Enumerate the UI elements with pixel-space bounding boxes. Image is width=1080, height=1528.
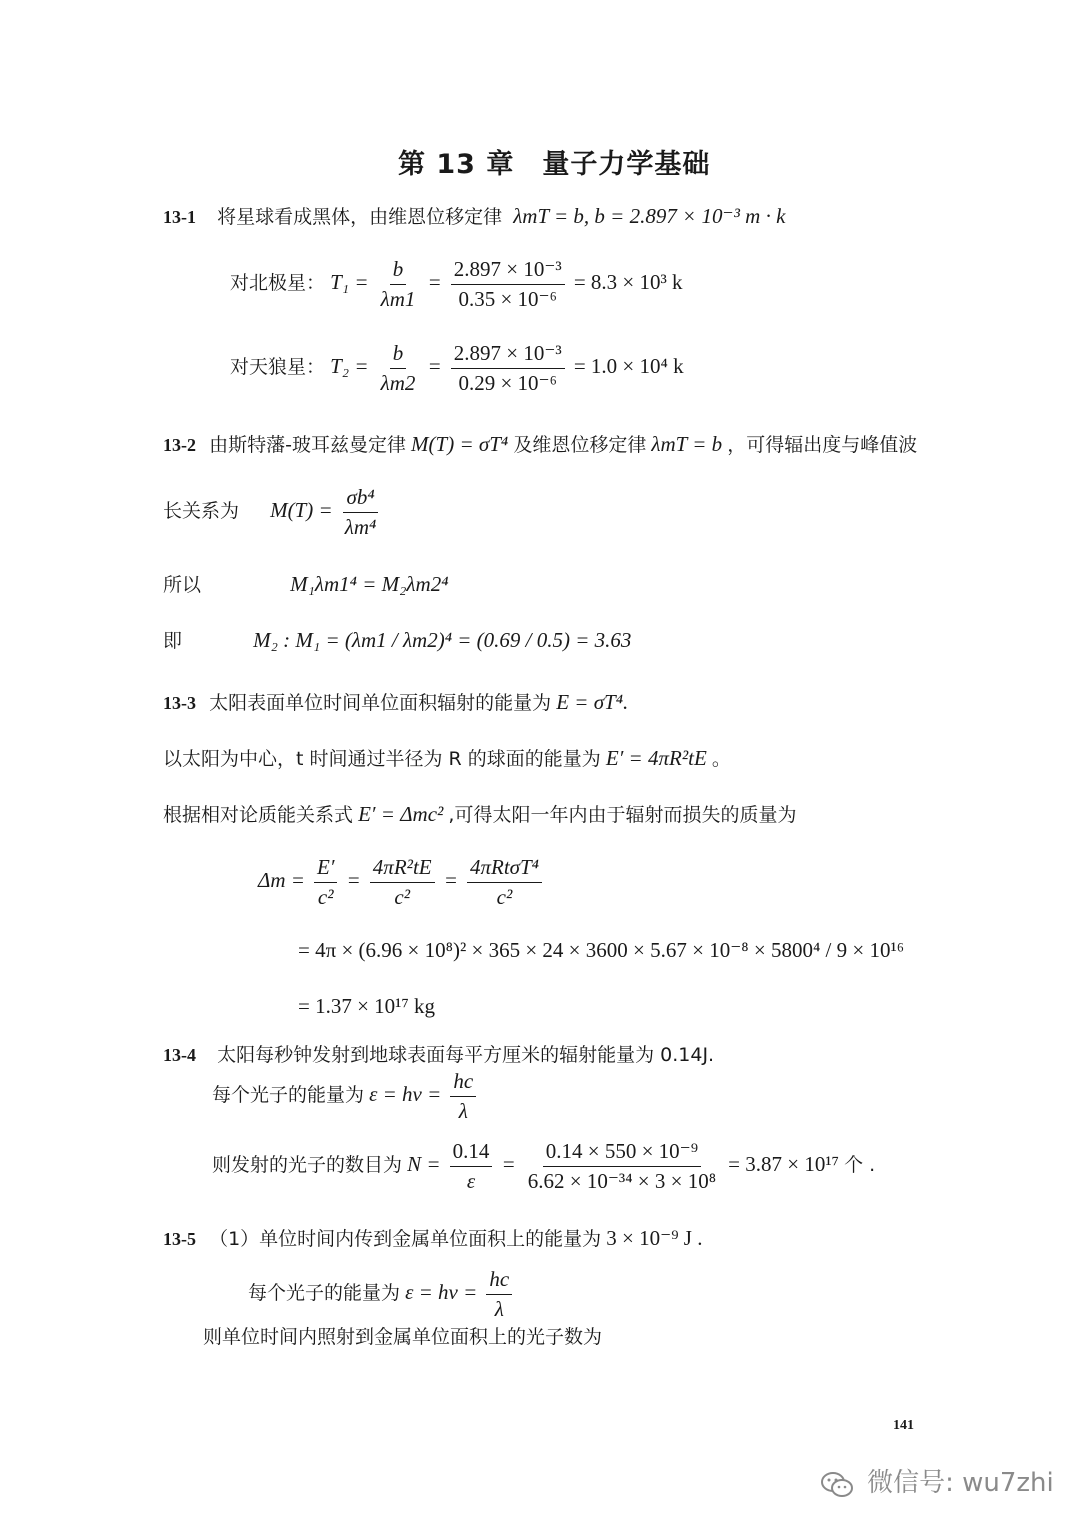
problem-label: 13-1 — [163, 207, 196, 227]
problem-text: 太阳每秒钟发射到地球表面每平方厘米的辐射能量为 0.14J. — [217, 1044, 715, 1066]
problem-text: 则发射的光子的数目为 — [212, 1154, 403, 1177]
fraction-denominator: 0.35 × 10⁻⁶ — [458, 287, 557, 312]
fraction — [370, 856, 435, 909]
problem-text: 及维恩位移定律 — [513, 434, 647, 456]
fraction — [314, 856, 337, 909]
problem-text: 将星球看成黑体，由维恩位移定律 — [217, 206, 503, 228]
fraction-numerator: E′ — [314, 856, 337, 883]
unit: 个 . — [844, 1154, 876, 1177]
fraction-denominator: λm⁴ — [344, 515, 377, 540]
equation: M₂ : M₁ = (λm1 / λm2)⁴ = (0.69 / 0.5) = 3.63 — [253, 628, 632, 652]
fraction-numerator: 2.897 × 10⁻³ — [451, 342, 565, 369]
ie-line — [163, 626, 631, 653]
page-number: 141 — [893, 1418, 914, 1433]
wechat-icon — [820, 1470, 854, 1504]
equation: E = σT⁴. — [556, 690, 629, 714]
problem-13-1-line — [163, 202, 785, 229]
north-star-label: 对北极星： — [230, 272, 326, 295]
problem-label: 13-2 — [163, 435, 196, 455]
fraction-denominator: λm2 — [380, 371, 416, 396]
fraction — [451, 258, 565, 311]
problem-text: 每个光子的能量为 — [212, 1084, 365, 1107]
fraction-denominator: ε — [466, 1169, 476, 1194]
sirius-equation: 对天狼星： T₂ = $\frac{b}{\lambda m2}$ = $\frac{\text{2.897 × 10⁻³}}{\text{0.29 × 10⁻⁶}}$ = 1.0 × 10⁴ k — [230, 341, 684, 396]
equation-result: = 8.3 × 10³ k — [573, 270, 683, 295]
fraction-denominator: λ — [494, 1297, 504, 1322]
chapter-title: 第 13 章 量子力学基础 — [398, 149, 711, 180]
fraction-numerator: 4πRtσT⁴ — [467, 856, 542, 883]
problem-text: 由斯特藩-玻耳兹曼定律 — [209, 434, 406, 456]
problem-text: ，可得辐出度与峰值波 — [727, 434, 918, 456]
problem-text: 则单位时间内照射到金属单位面积上的光子数为 — [203, 1326, 603, 1348]
so-line — [163, 570, 449, 597]
equation: 3 × 10⁻⁹ J . — [606, 1226, 703, 1250]
fraction-numerator: 0.14 — [450, 1140, 493, 1167]
line-label: 所以 — [163, 574, 202, 596]
fraction-denominator: λ — [458, 1099, 468, 1124]
line-label: 即 — [163, 630, 183, 652]
problem-text: 每个光子的能量为 — [248, 1282, 401, 1305]
mass-energy-line — [163, 800, 796, 827]
fraction-denominator: c² — [496, 885, 513, 910]
watermark-text: 微信号: wu7zhi — [867, 1468, 1054, 1498]
fraction — [450, 1140, 493, 1193]
problem-text: 以太阳为中心，t 时间通过半径为 R 的球面的能量为 — [163, 748, 601, 770]
problem-text: ,可得太阳一年内由于辐射而损失的质量为 — [448, 804, 797, 826]
equation-lhs: Δm = — [258, 868, 305, 893]
equation: M₁λm1⁴ = M₂λm2⁴ — [290, 572, 449, 596]
sphere-energy-line — [163, 744, 731, 771]
stefan-law-equation: M(T) = σT⁴ — [411, 432, 509, 456]
fraction-denominator: 6.62 × 10⁻³⁴ × 3 × 10⁸ — [527, 1169, 717, 1194]
problem-text: 根据相对论质能关系式 — [163, 804, 354, 826]
fraction-numerator: b — [390, 342, 407, 369]
problem-text: （1）单位时间内传到金属单位面积上的能量为 — [209, 1228, 602, 1250]
delta-m-computation: = 4π × (6.96 × 10⁸)² × 365 × 24 × 3600 × 5.67 × 10⁻⁸ × 5800⁴ / 9 × 10¹⁶ — [298, 938, 905, 962]
equation-lhs: T₂ = — [330, 354, 369, 379]
problem-label: 13-4 — [163, 1045, 196, 1065]
photon-count-line: 则发射的光子的数目为 N = $\frac{0.14}{\varepsilon}$ = $\frac{\text{0.14 × 550 × 10⁻⁹}}{\text{6.62 × 10⁻³⁴ × 3 × 10⁸}}$ = 3.87 × 10¹⁷ 个 . — [212, 1139, 876, 1194]
wien-law-equation: λmT = b — [651, 432, 723, 456]
fraction-numerator: 4πR²tE — [370, 856, 435, 883]
problem-text: 太阳表面单位时间单位面积辐射的能量为 — [209, 692, 552, 714]
fraction-numerator: σb⁴ — [343, 486, 377, 513]
north-star-equation: 对北极星： T₁ = $\frac{b}{\lambda m1}$ = $\frac{\text{2.897 × 10⁻³}}{\text{0.35 × 10⁻⁶}}$ = 8.3 × 10³ k — [230, 257, 683, 312]
problem-label: 13-3 — [163, 693, 196, 713]
equation-lhs: M(T) = — [270, 498, 333, 523]
delta-m-result: = 1.37 × 10¹⁷ kg — [298, 994, 436, 1018]
problem-13-3-line — [163, 688, 628, 715]
equation: ε = hν = — [369, 1082, 442, 1107]
watermark — [820, 1462, 1054, 1504]
wien-law-equation: λmT = b, b = 2.897 × 10⁻³ m · k — [513, 204, 786, 228]
fraction-denominator: c² — [317, 885, 334, 910]
photon-energy-line — [212, 1070, 480, 1123]
fraction-denominator: c² — [394, 885, 411, 910]
sirius-label: 对天狼星： — [230, 356, 326, 379]
equation-lhs: N = — [407, 1152, 441, 1177]
problem-label: 13-5 — [163, 1229, 196, 1249]
equation-result: = 1.0 × 10⁴ k — [573, 354, 684, 379]
fraction-numerator: 2.897 × 10⁻³ — [451, 258, 565, 285]
fraction-numerator: 0.14 × 550 × 10⁻⁹ — [543, 1140, 701, 1167]
delta-m-equation: Δm = $\frac{E'}{\text{c²}}$ = $\frac{\text{4πR²tE}}{\text{c²}}$ = $\frac{\text{4πRtσT⁴}}{\text{c²}}$ — [258, 856, 546, 909]
equation: E′ = 4πR²tE — [605, 746, 707, 770]
fraction — [378, 258, 419, 311]
problem-13-4-line — [163, 1040, 714, 1067]
line-label: 长关系为 — [163, 500, 240, 523]
problem-13-2-line — [163, 430, 917, 457]
photon-energy-line — [248, 1268, 516, 1321]
fraction — [486, 1268, 512, 1321]
equation: ε = hν = — [405, 1280, 478, 1305]
problem-13-5-line — [163, 1224, 702, 1251]
fraction — [342, 486, 380, 539]
fraction — [378, 342, 419, 395]
equation-lhs: T₁ = — [330, 270, 369, 295]
equation-result: = 3.87 × 10¹⁷ — [728, 1152, 839, 1177]
fraction-denominator: λm1 — [380, 287, 416, 312]
fraction-denominator: 0.29 × 10⁻⁶ — [458, 371, 557, 396]
fraction — [525, 1140, 719, 1193]
fraction-numerator: b — [390, 258, 407, 285]
fraction-numerator: hc — [486, 1268, 512, 1295]
fraction — [451, 342, 565, 395]
fraction — [467, 856, 542, 909]
mt-relation — [163, 486, 383, 539]
punctuation: 。 — [711, 748, 731, 770]
fraction — [450, 1070, 476, 1123]
equation: E′ = Δmc² — [358, 802, 444, 826]
fraction-numerator: hc — [450, 1070, 476, 1097]
